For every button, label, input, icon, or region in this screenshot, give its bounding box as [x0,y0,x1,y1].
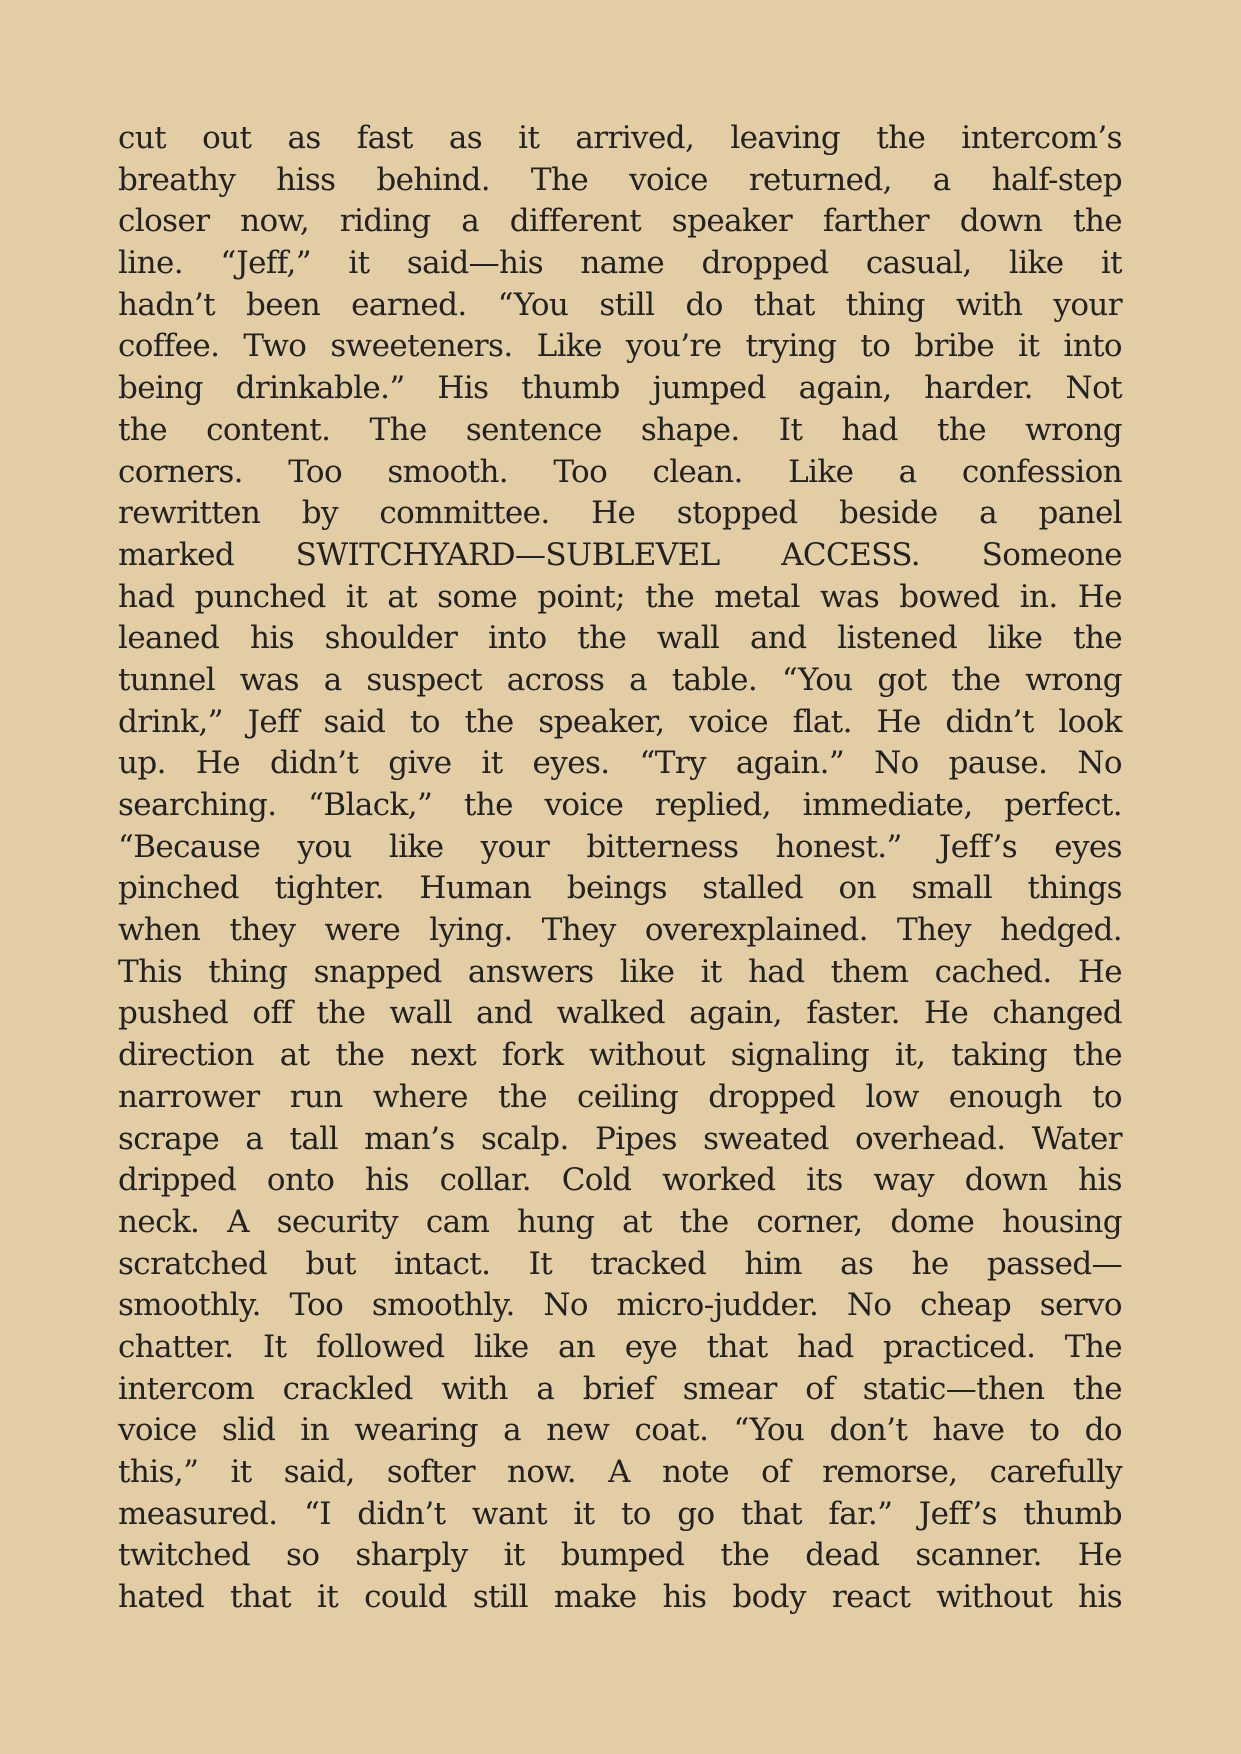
text-line: when they were lying. They overexplained. They hedged. [118,912,1122,949]
text-line: leaned his shoulder into the wall and listened like the [118,620,1122,657]
text-line: “Because you like your bitterness honest.” Jeff’s eyes [118,828,1122,865]
text-line: coffee. Two sweeteners. Like you’re trying to bribe it into [118,328,1122,365]
body-paragraph [118,118,1122,1619]
text-line: twitched so sharply it bumped the dead scanner. He [118,1537,1122,1574]
text-line: tunnel was a suspect across a table. “You got the wrong [118,661,1122,698]
text-line: dripped onto his collar. Cold worked its way down his [118,1162,1122,1199]
text-line: pinched tighter. Human beings stalled on small things [118,870,1122,907]
text-line: intercom crackled with a brief smear of static—then the [118,1370,1122,1407]
text-line: drink,” Jeff said to the speaker, voice flat. He didn’t look [118,703,1122,740]
text-line: the content. The sentence shape. It had the wrong [118,411,1122,448]
text-line: measured. “I didn’t want it to go that far.” Jeff’s thumb [118,1495,1122,1532]
text-line: voice slid in wearing a new coat. “You don’t have to do [118,1412,1122,1449]
text-line: hated that it could still make his body react without his [118,1579,1122,1616]
text-line: scratched but intact. It tracked him as he passed— [118,1245,1122,1282]
text-line: hadn’t been earned. “You still do that thing with your [118,286,1122,323]
text-line: being drinkable.” His thumb jumped again, harder. Not [118,370,1122,407]
text-line: smoothly. Too smoothly. No micro-judder. No cheap servo [118,1287,1122,1324]
text-line: searching. “Black,” the voice replied, immediate, perfect. [118,787,1122,823]
text-line: direction at the next fork without signaling it, taking the [118,1037,1122,1074]
text-line: breathy hiss behind. The voice returned, a half-step [118,161,1122,198]
document-page [118,118,1122,1619]
text-line: rewritten by committee. He stopped beside a panel [118,495,1122,532]
text-line: line. “Jeff,” it said—his name dropped casual, like it [118,245,1122,282]
text-line: corners. Too smooth. Too clean. Like a confession [118,453,1122,490]
text-line: up. He didn’t give it eyes. “Try again.” No pause. No [118,745,1122,782]
text-line: marked SWITCHYARD—SUBLEVEL ACCESS. Someone [118,536,1122,573]
text-line: cut out as fast as it arrived, leaving the intercom’s [118,120,1122,156]
text-line: pushed off the wall and walked again, faster. He changed [118,995,1122,1032]
text-line: closer now, riding a different speaker farther down the [118,203,1122,240]
text-line: chatter. It followed like an eye that had practiced. The [118,1328,1122,1365]
text-line: had punched it at some point; the metal was bowed in. He [118,578,1122,615]
text-line: scrape a tall man’s scalp. Pipes sweated overhead. Water [118,1120,1122,1157]
text-line: This thing snapped answers like it had them cached. He [118,953,1122,990]
text-line: neck. A security cam hung at the corner, dome housing [118,1203,1122,1240]
text-line: this,” it said, softer now. A note of remorse, carefully [118,1454,1122,1490]
text-line: narrower run where the ceiling dropped low enough to [118,1078,1122,1115]
